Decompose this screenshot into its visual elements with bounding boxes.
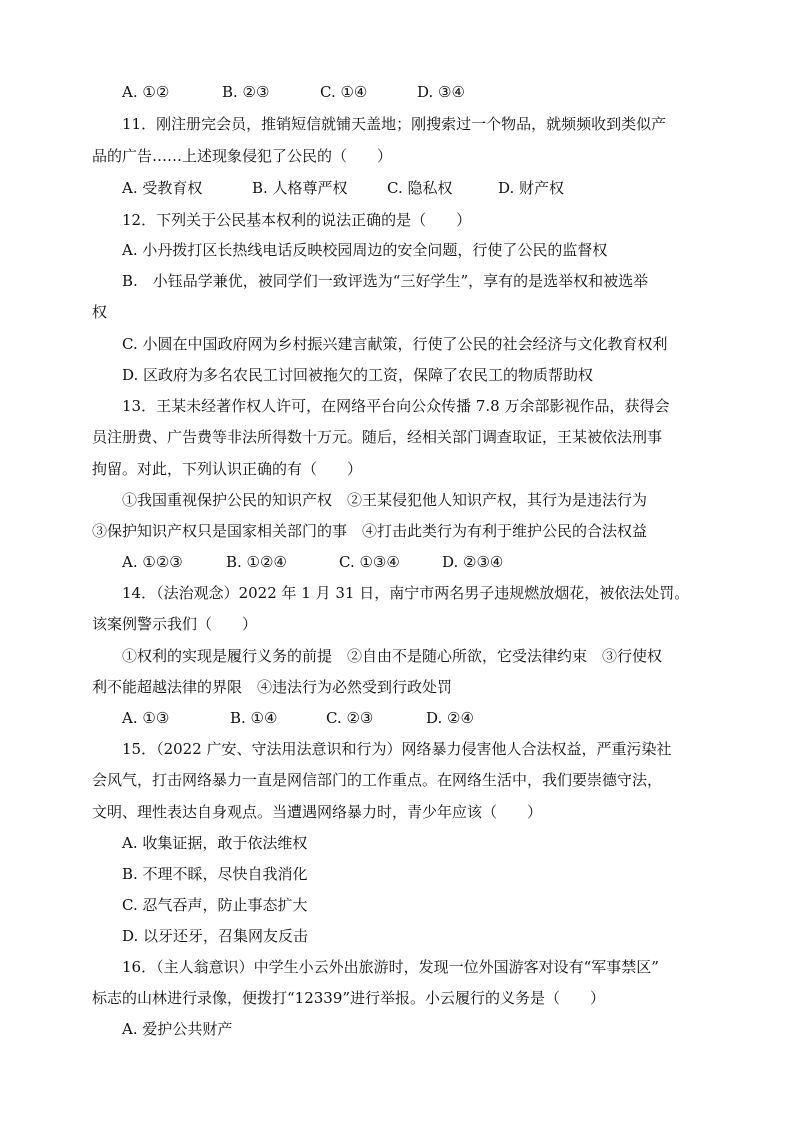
q15-option-c: C. 忍气吞声，防止事态扩大: [122, 896, 308, 914]
q10-option-a: A. ①②: [122, 83, 170, 101]
q16-stem-line1: 16．（主人翁意识）中学生小云外出旅游时，发现一位外国游客对设有“军事禁区”: [122, 958, 659, 976]
q15-stem-line3: 文明、理性表达自身观点。当遭遇网络暴力时，青少年应该（ ）: [92, 803, 543, 821]
q15-option-a: A. 收集证据，敢于依法维权: [122, 834, 308, 852]
q14-stem-line1: 14．（法治观念）2022 年 1 月 31 日，南宁市两名男子违规燃放烟花，被依法处罚。: [122, 584, 690, 602]
q12-option-b-line1: B. 小钰品学兼优，被同学们一致评选为“三好学生”，享有的是选举权和被选举: [122, 272, 649, 290]
q14-option-c: C. ②③: [326, 709, 374, 727]
q15-stem-line2: 会风气，打击网络暴力一直是网信部门的工作重点。在网络生活中，我们要崇德守法，: [92, 771, 663, 789]
q13-items-line2: ③保护知识产权只是国家相关部门的事 ④打击此类行为有利于维护公民的合法权益: [92, 522, 648, 540]
q16-stem-line2: 标志的山林进行录像，便拨打“12339”进行举报。小云履行的义务是（ ）: [92, 989, 606, 1007]
q13-stem-line2: 员注册费、广告费等非法所得数十万元。随后，经相关部门调查取证，王某被依法刑事: [92, 428, 663, 446]
q12-option-a: A. 小丹拨打区长热线电话反映校园周边的安全问题，行使了公民的监督权: [122, 241, 608, 259]
q11-stem-line2: 品的广告……上述现象侵犯了公民的（ ）: [92, 147, 393, 165]
q13-option-b: B. ①②④: [226, 553, 287, 571]
q14-option-b: B. ①④: [230, 709, 278, 727]
q13-items-line1: ①我国重视保护公民的知识产权 ②王某侵犯他人知识产权，其行为是违法行为: [122, 491, 648, 509]
q11-option-b: B. 人格尊严权: [252, 179, 348, 197]
q13-options: [122, 546, 699, 578]
q11-option-d: D. 财产权: [498, 179, 565, 197]
q12-option-d: D. 区政府为多名农民工讨回被拖欠的工资，保障了农民工的物质帮助权: [122, 366, 594, 384]
q13-option-a: A. ①②③: [122, 553, 183, 571]
q13-stem-line1: 13．王某未经著作权人许可，在网络平台向公众传播 7.8 万余部影视作品，获得会: [122, 397, 670, 415]
q11-option-c: C. 隐私权: [387, 179, 453, 197]
q10-option-d: D. ③④: [417, 83, 465, 101]
q10-option-b: B. ②③: [222, 83, 270, 101]
q14-items-line1: ①权利的实现是履行义务的前提 ②自由不是随心所欲，它受法律约束 ③行使权: [122, 647, 663, 665]
q11-option-a: A. 受教育权: [122, 179, 203, 197]
q14-stem-line2: 该案例警示我们（ ）: [92, 615, 258, 633]
q14-options: [122, 702, 699, 734]
q10-option-c: C. ①④: [320, 83, 368, 101]
q11-stem-line1: 11．刚注册完会员，推销短信就铺天盖地；刚搜索过一个物品，就频频收到类似产: [122, 115, 667, 133]
q16-option-a: A. 爱护公共财产: [122, 1020, 233, 1038]
q11-options: [122, 172, 699, 204]
q10-options: [122, 76, 699, 108]
q15-option-b: B. 不理不睬，尽快自我消化: [122, 865, 308, 883]
q14-option-d: D. ②④: [426, 709, 474, 727]
q14-option-a: A. ①③: [122, 709, 170, 727]
q12-option-b-line2: 权: [92, 303, 108, 321]
q15-option-d: D. 以牙还牙，召集网友反击: [122, 927, 309, 945]
q13-stem-line3: 拘留。对此，下列认识正确的有（ ）: [92, 460, 363, 478]
q14-items-line2: 利不能超越法律的界限 ④违法行为必然受到行政处罚: [92, 678, 453, 696]
q13-option-d: D. ②③④: [442, 553, 504, 571]
q12-stem: 12．下列关于公民基本权利的说法正确的是（ ）: [122, 211, 472, 229]
q12-option-c: C. 小圆在中国政府网为乡村振兴建言献策，行使了公民的社会经济与文化教育权利: [122, 335, 668, 353]
q13-option-c: C. ①③④: [339, 553, 400, 571]
q15-stem-line1: 15．（2022 广安、守法用法意识和行为）网络暴力侵害他人合法权益，严重污染社: [122, 740, 672, 758]
